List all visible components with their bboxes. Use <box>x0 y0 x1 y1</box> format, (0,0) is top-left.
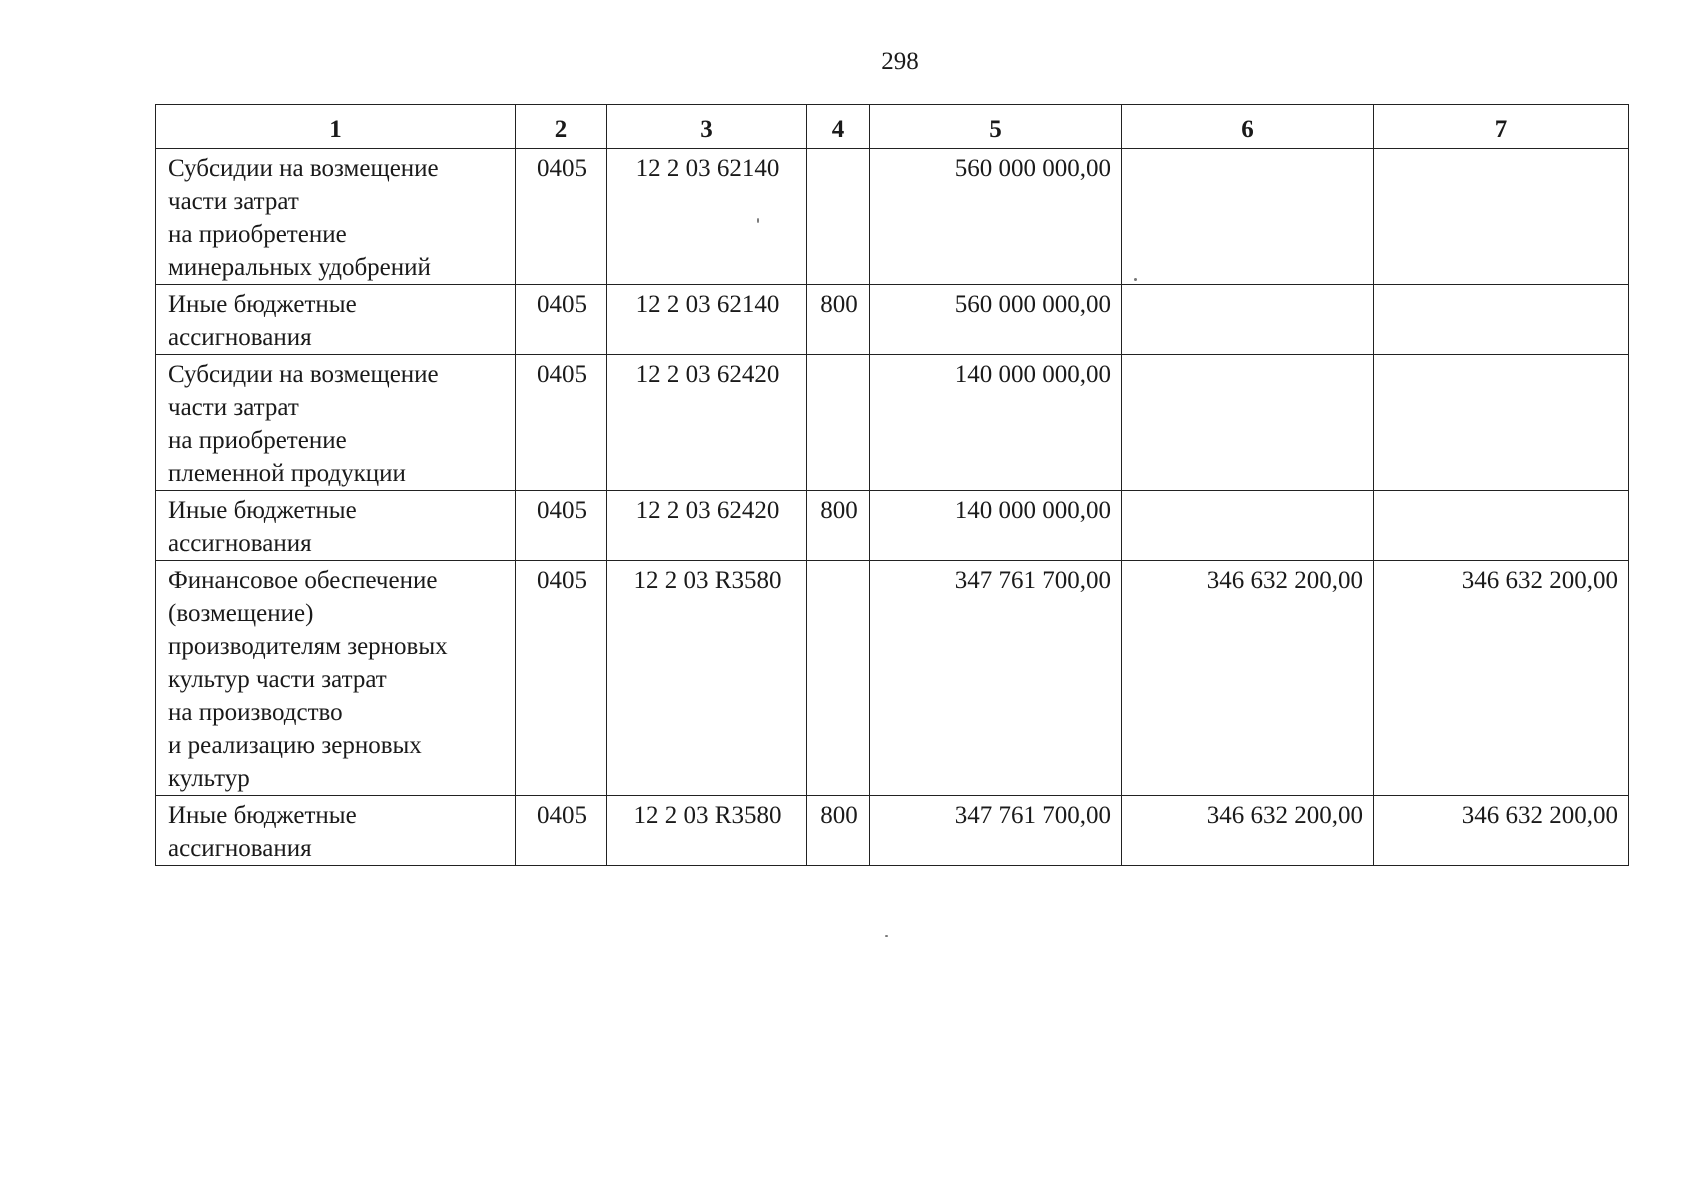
table-row <box>156 149 1629 285</box>
cell-sum-col5: 347 761 700,00 <box>870 561 1122 796</box>
table-row <box>156 491 1629 561</box>
cell-name: Финансовое обеспечение (возмещение) производителям зерновых культур части затрат на производство и реализацию зерновых культур <box>156 561 516 796</box>
cell-name: Субсидии на возмещение части затрат на приобретение минеральных удобрений <box>156 149 516 285</box>
cell-section: 0405 <box>516 149 607 285</box>
cell-expense-kind: 800 <box>807 491 870 561</box>
cell-sum-col5: 140 000 000,00 <box>870 355 1122 491</box>
table-row <box>156 355 1629 491</box>
cell-section: 0405 <box>516 355 607 491</box>
cell-target-item: 12 2 03 62140 <box>607 149 807 285</box>
cell-target-item: 12 2 03 62140 <box>607 285 807 355</box>
cell-expense-kind: 800 <box>807 285 870 355</box>
cell-target-item: 12 2 03 62420 <box>607 491 807 561</box>
cell-target-item: 12 2 03 R3580 <box>607 796 807 866</box>
cell-sum-col5: 140 000 000,00 <box>870 491 1122 561</box>
column-header-3: 3 <box>607 105 807 149</box>
cell-sum-col5: 560 000 000,00 <box>870 149 1122 285</box>
column-header-7: 7 <box>1374 105 1629 149</box>
cell-sum-col7: 346 632 200,00 <box>1374 796 1629 866</box>
cell-target-item: 12 2 03 R3580 <box>607 561 807 796</box>
cell-section: 0405 <box>516 796 607 866</box>
column-header-6: 6 <box>1122 105 1374 149</box>
cell-expense-kind <box>807 149 870 285</box>
column-header-4: 4 <box>807 105 870 149</box>
page-number: 298 <box>881 48 919 75</box>
table-body <box>156 149 1629 866</box>
cell-sum-col6: 346 632 200,00 <box>1122 796 1374 866</box>
cell-section: 0405 <box>516 561 607 796</box>
cell-target-item: 12 2 03 62420 <box>607 355 807 491</box>
cell-name: Иные бюджетные ассигнования <box>156 491 516 561</box>
cell-sum-col7 <box>1374 149 1629 285</box>
cell-sum-col7 <box>1374 491 1629 561</box>
cell-expense-kind <box>807 561 870 796</box>
column-header-5: 5 <box>870 105 1122 149</box>
cell-sum-col6 <box>1122 355 1374 491</box>
cell-sum-col6 <box>1122 491 1374 561</box>
column-header-1: 1 <box>156 105 516 149</box>
cell-section: 0405 <box>516 491 607 561</box>
cell-expense-kind <box>807 355 870 491</box>
cell-name: Иные бюджетные ассигнования <box>156 285 516 355</box>
cell-sum-col5: 560 000 000,00 <box>870 285 1122 355</box>
cell-sum-col5: 347 761 700,00 <box>870 796 1122 866</box>
cell-sum-col6: 346 632 200,00 <box>1122 561 1374 796</box>
column-header-2: 2 <box>516 105 607 149</box>
cell-sum-col7 <box>1374 355 1629 491</box>
scan-speck <box>757 218 759 223</box>
table-row <box>156 561 1629 796</box>
cell-sum-col6 <box>1122 285 1374 355</box>
table-row <box>156 285 1629 355</box>
budget-table <box>155 104 1629 866</box>
header-row <box>156 105 1629 149</box>
cell-sum-col7: 346 632 200,00 <box>1374 561 1629 796</box>
cell-section: 0405 <box>516 285 607 355</box>
cell-expense-kind: 800 <box>807 796 870 866</box>
cell-sum-col7 <box>1374 285 1629 355</box>
scan-speck <box>1134 278 1137 281</box>
cell-name: Субсидии на возмещение части затрат на приобретение племенной продукции <box>156 355 516 491</box>
scan-speck <box>885 935 888 937</box>
cell-sum-col6 <box>1122 149 1374 285</box>
cell-name: Иные бюджетные ассигнования <box>156 796 516 866</box>
table-row <box>156 796 1629 866</box>
